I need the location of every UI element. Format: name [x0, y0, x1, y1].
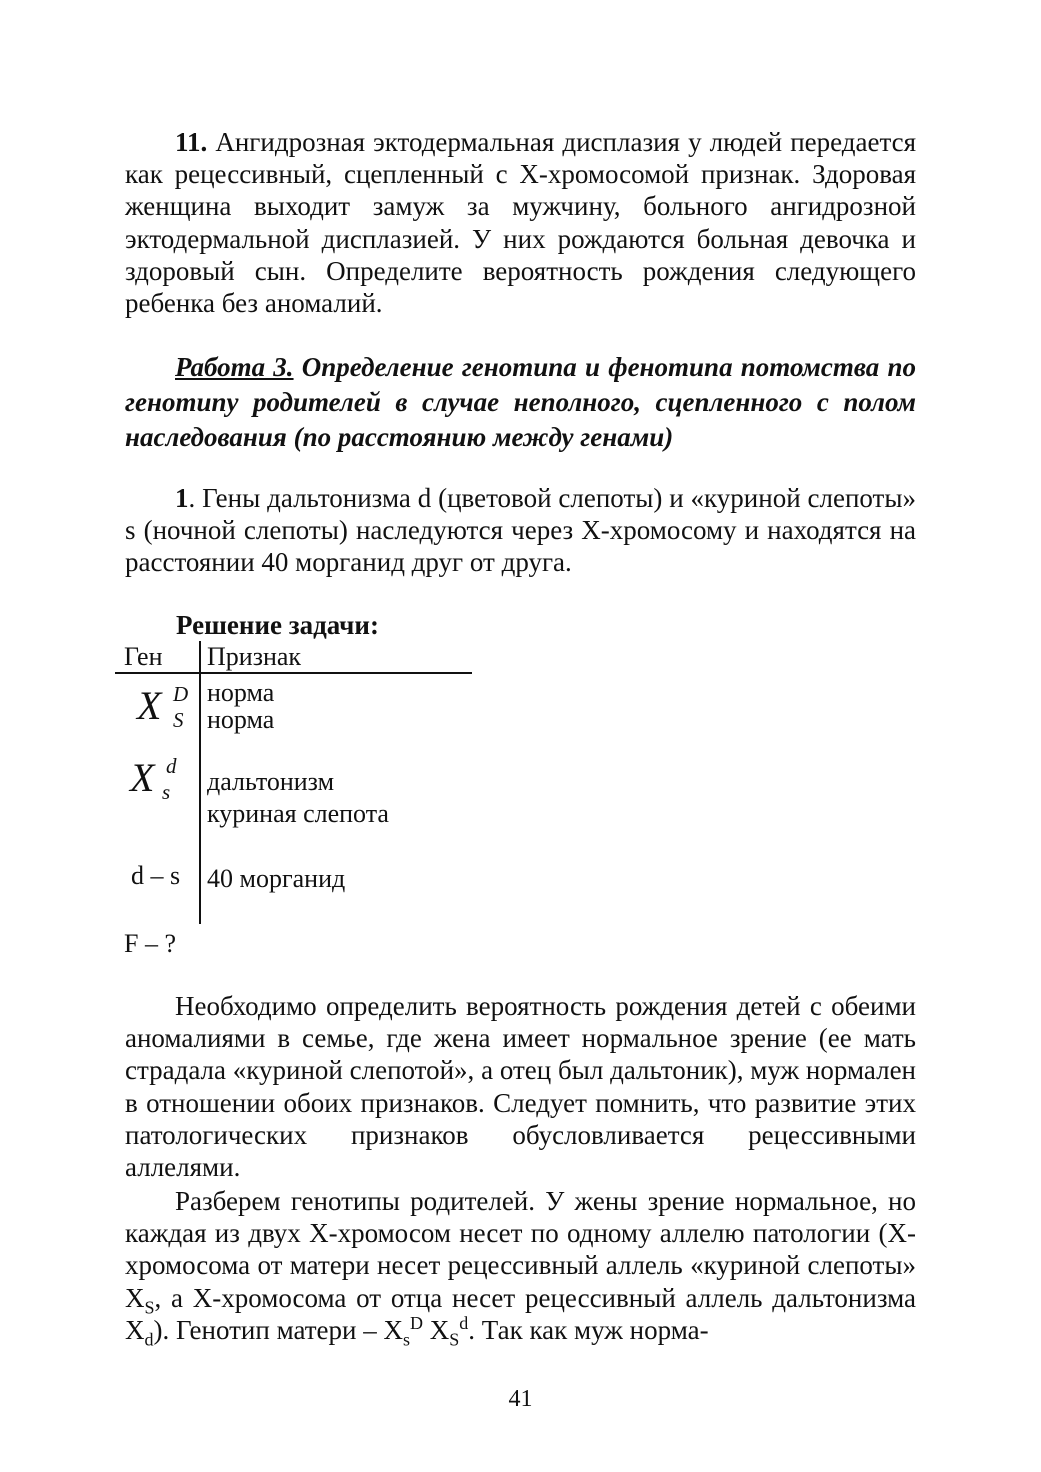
- task-11-paragraph: [125, 126, 916, 319]
- trait-colorblind: дальтонизм: [207, 767, 335, 796]
- task-11-number: 11.: [175, 127, 208, 157]
- trait-distance: 40 морганид: [207, 864, 346, 893]
- trait-night-blind: куриная слепота: [207, 799, 389, 828]
- header-gene: Ген: [124, 642, 163, 671]
- gene-x-d-s-recessive: X d s: [130, 754, 177, 804]
- solution-title: Решение задачи:: [176, 610, 379, 640]
- table-column-divider: [199, 641, 201, 924]
- gene-x-d-s: X D S: [137, 682, 189, 732]
- page-number: 41: [508, 1386, 533, 1412]
- header-trait: Признак: [207, 642, 302, 671]
- trait-norm-1: норма: [207, 678, 275, 707]
- trait-norm-2: норма: [207, 705, 275, 734]
- work-3-title: Определение генотипа и фенотипа потомства по генотипу родителей в случае неполного, сцепленного с полом наследования (по расстоянию между генами): [125, 352, 916, 452]
- task-1-paragraph: [125, 482, 916, 579]
- offspring-question: F – ?: [124, 929, 176, 958]
- paragraph-genotypes: Разберем генотипы родителей. У жены зрение нормальное, но каждая из двух X-хромосом несет по одному аллелю патологии (X-хромосома от матери несет рецессивный аллель «куриной слепоты» $X_S$, а X-хромосома от отца несет рецессивный аллель дальтонизма $X_d$). Генотип матери – $X_s^D$ $X_S^d$. Так как муж норма-: [125, 1186, 916, 1350]
- task-1-text: . Гены дальтонизма d (цветовой слепоты) и «куриной слепоты» s (ночной слепоты) наследуются через X-хромосому и находятся на расстоянии 40 морганид друг от друга.: [125, 483, 916, 578]
- task-1-number: 1: [175, 483, 189, 513]
- paragraph-need: Необходимо определить вероятность рождения детей с обеими аномалиями в семье, где жена имеет нормальное зрение (ее мать страдала «куриной слепотой», а отец был дальтоник), муж нормален в отношении обоих признаков. Следует помнить, что развитие этих патологических признаков обусловливается рецессивными аллелями.: [125, 991, 916, 1183]
- work-3-label: Работа 3.: [175, 352, 294, 382]
- work-3-heading: [125, 350, 916, 455]
- table-header-divider: [115, 672, 472, 674]
- task-11-text: Ангидрозная эктодермальная дисплазия у людей передается как рецессивный, сцепленный с X-хромосомой признак. Здоровая женщина выходит замуж за мужчину, больного ангидрозной эктодермальной дисплазией. У них рождаются больная девочка и здоровый сын. Определите вероятность рождения следующего ребенка без аномалий.: [125, 127, 916, 319]
- gene-distance: d – s: [131, 861, 181, 890]
